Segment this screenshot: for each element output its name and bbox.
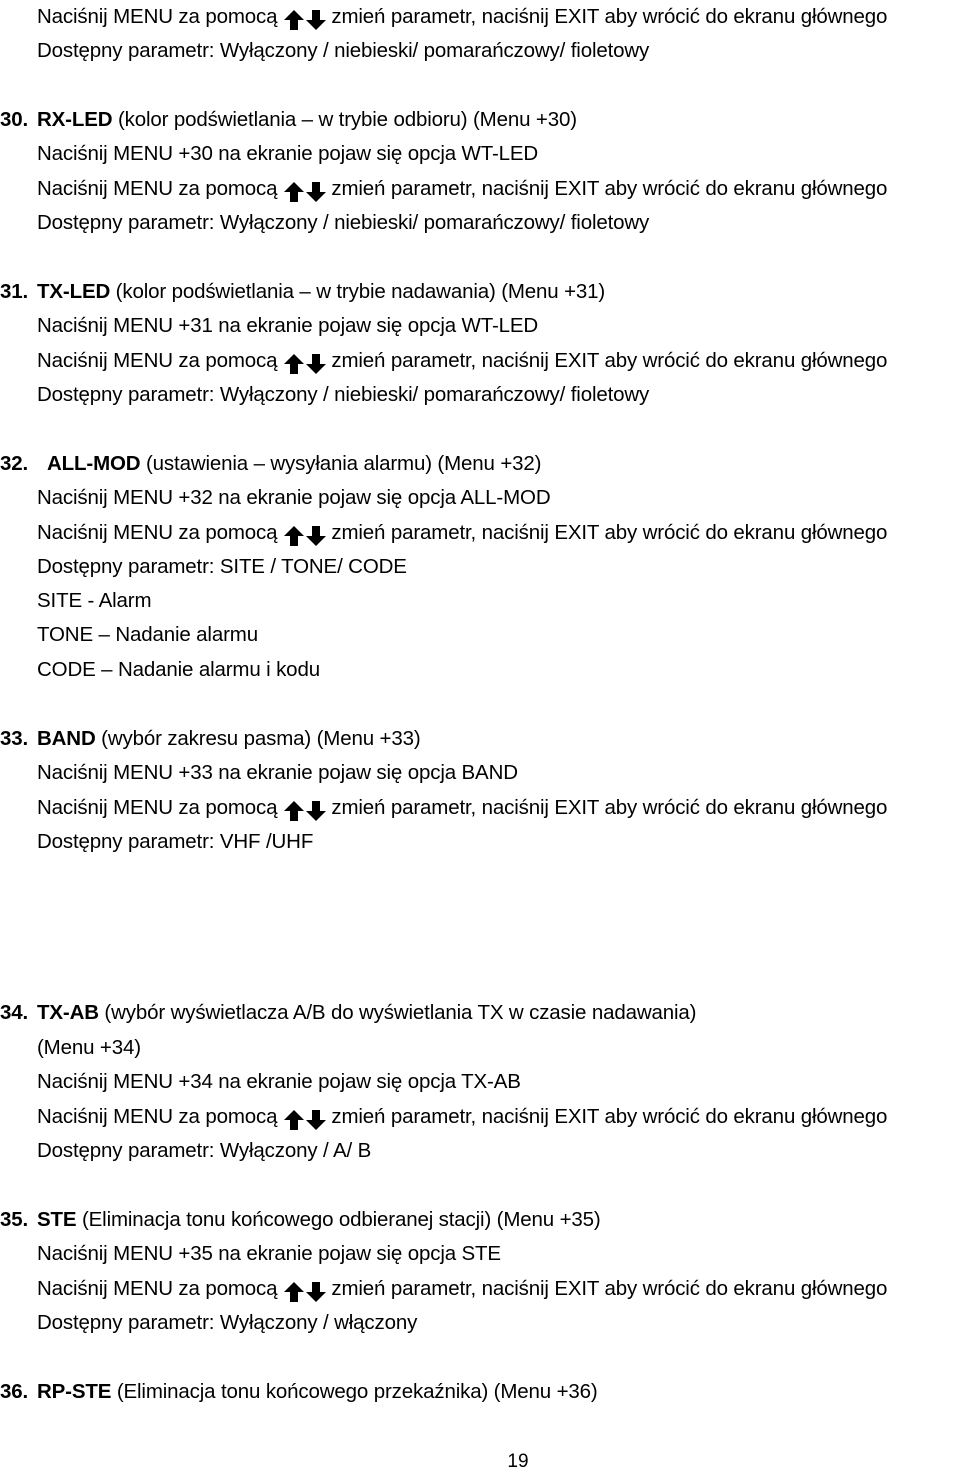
nav-instruction: [37, 1276, 887, 1304]
up-down-arrows-icon: [283, 178, 327, 204]
section-term: ALL-MOD: [47, 452, 141, 475]
up-down-arrows-icon: [283, 1106, 327, 1132]
nav-text-after: zmień parametr, naciśnij EXIT aby wrócić do ekranu głównego: [331, 177, 888, 200]
section-title-rest: (kolor podświetlania – w trybie nadawania) (Menu +31): [110, 280, 606, 303]
nav-text-before: Naciśnij MENU za pomocą: [37, 796, 278, 819]
section-term: STE: [37, 1208, 77, 1231]
section-number: 31.: [0, 280, 29, 303]
up-down-arrows-icon: [283, 522, 327, 548]
menu-instruction: Naciśnij MENU +35 na ekranie pojaw się opcja STE: [37, 1242, 501, 1265]
nav-text-before: Naciśnij MENU za pomocą: [37, 349, 278, 372]
section-number: 35.: [0, 1208, 29, 1231]
section-term: BAND: [37, 727, 96, 750]
available-parameter: Dostępny parametr: Wyłączony / niebieski/ pomarańczowy/ fioletowy: [37, 211, 650, 234]
nav-text-before: Naciśnij MENU za pomocą: [37, 1277, 278, 1300]
section-term: RX-LED: [37, 108, 113, 131]
nav-text-after: zmień parametr, naciśnij EXIT aby wrócić do ekranu głównego: [331, 1105, 888, 1128]
available-parameter: Dostępny parametr: Wyłączony / niebieski/ pomarańczowy/ fioletowy: [37, 39, 650, 62]
section-title-rest: (wybór zakresu pasma) (Menu +33): [95, 727, 421, 750]
menu-instruction: Naciśnij MENU +32 na ekranie pojaw się opcja ALL-MOD: [37, 486, 551, 509]
nav-instruction: [37, 795, 887, 823]
option-description: SITE - Alarm: [37, 589, 152, 612]
available-parameter: Dostępny parametr: Wyłączony / włączony: [37, 1311, 418, 1334]
section-number: 34.: [0, 1001, 29, 1024]
up-down-arrows-icon: [283, 350, 327, 376]
available-parameter: Dostępny parametr: VHF /UHF: [37, 830, 314, 853]
menu-instruction: Naciśnij MENU +33 na ekranie pojaw się opcja BAND: [37, 761, 518, 784]
section-33-heading: [0, 726, 421, 752]
available-parameter: Dostępny parametr: Wyłączony / A/ B: [37, 1139, 372, 1162]
section-term: TX-LED: [37, 280, 111, 303]
page-number: 19: [507, 1451, 529, 1472]
nav-text-before: Naciśnij MENU za pomocą: [37, 521, 278, 544]
nav-text-before: Naciśnij MENU za pomocą: [37, 177, 278, 200]
section-number: 30.: [0, 108, 29, 131]
section-title-continuation: (Menu +34): [37, 1036, 141, 1059]
up-down-arrows-icon: [283, 6, 327, 32]
section-title-rest: (wybór wyświetlacza A/B do wyświetlania TX w czasie nadawania): [98, 1001, 697, 1024]
section-title-rest: (Eliminacja tonu końcowego przekaźnika) (Menu +36): [111, 1380, 598, 1403]
section-35-heading: [0, 1207, 601, 1233]
nav-text-before: Naciśnij MENU za pomocą: [37, 5, 278, 28]
section-title-rest: (ustawienia – wysyłania alarmu) (Menu +32): [140, 452, 542, 475]
menu-instruction: Naciśnij MENU +31 na ekranie pojaw się opcja WT-LED: [37, 314, 539, 337]
nav-instruction: [37, 348, 887, 376]
section-number: 36.: [0, 1380, 29, 1403]
up-down-arrows-icon: [283, 797, 327, 823]
section-title-rest: (Eliminacja tonu końcowego odbieranej stacji) (Menu +35): [76, 1208, 601, 1231]
available-parameter: Dostępny parametr: SITE / TONE/ CODE: [37, 555, 407, 578]
nav-instruction: [37, 176, 887, 204]
up-down-arrows-icon: [283, 1278, 327, 1304]
nav-text-after: zmień parametr, naciśnij EXIT aby wrócić do ekranu głównego: [331, 1277, 888, 1300]
nav-text-after: zmień parametr, naciśnij EXIT aby wrócić do ekranu głównego: [331, 5, 888, 28]
nav-text-after: zmień parametr, naciśnij EXIT aby wrócić do ekranu głównego: [331, 796, 888, 819]
menu-instruction: Naciśnij MENU +30 na ekranie pojaw się opcja WT-LED: [37, 142, 539, 165]
menu-instruction: Naciśnij MENU +34 na ekranie pojaw się opcja TX-AB: [37, 1070, 521, 1093]
option-description: CODE – Nadanie alarmu i kodu: [37, 658, 320, 681]
section-number: 32.: [0, 452, 29, 475]
section-number: 33.: [0, 727, 29, 750]
section-32-heading: [0, 451, 541, 477]
option-description: TONE – Nadanie alarmu: [37, 623, 258, 646]
nav-text-after: zmień parametr, naciśnij EXIT aby wrócić do ekranu głównego: [331, 521, 888, 544]
nav-text-before: Naciśnij MENU za pomocą: [37, 1105, 278, 1128]
section-36-heading: [0, 1379, 598, 1405]
section-term: RP-STE: [37, 1380, 112, 1403]
nav-instruction: [37, 520, 887, 548]
section-30-heading: [0, 107, 577, 133]
nav-instruction: [37, 4, 887, 32]
section-31-heading: [0, 279, 605, 305]
section-title-rest: (kolor podświetlania – w trybie odbioru) (Menu +30): [112, 108, 577, 131]
nav-instruction: [37, 1104, 887, 1132]
nav-text-after: zmień parametr, naciśnij EXIT aby wrócić do ekranu głównego: [331, 349, 888, 372]
section-term: TX-AB: [37, 1001, 99, 1024]
section-34-heading: [0, 1000, 696, 1026]
available-parameter: Dostępny parametr: Wyłączony / niebieski/ pomarańczowy/ fioletowy: [37, 383, 650, 406]
